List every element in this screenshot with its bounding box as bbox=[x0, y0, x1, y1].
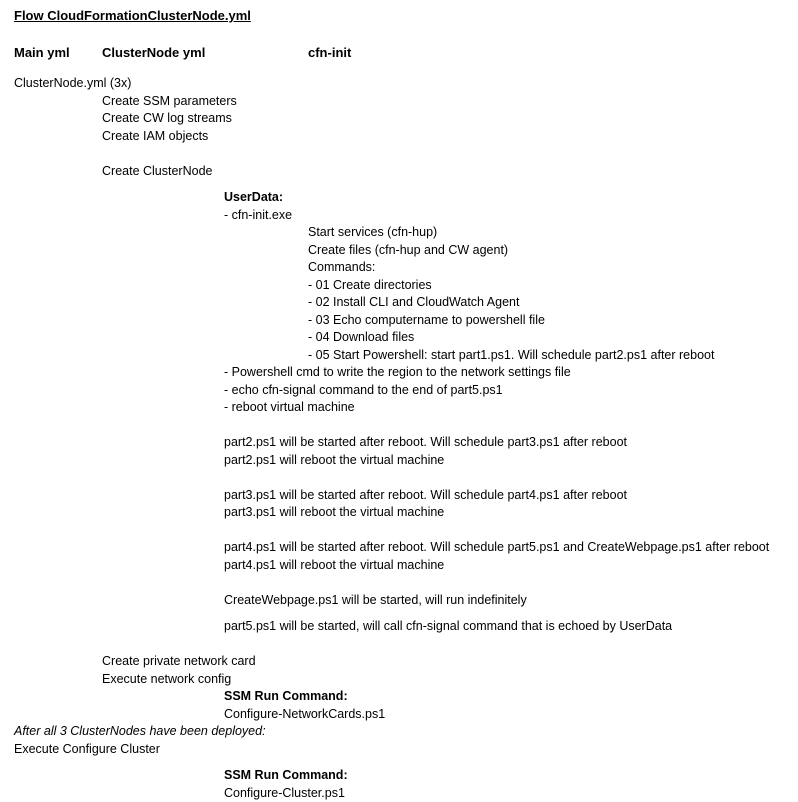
line-spacer bbox=[0, 758, 798, 767]
line-spacer bbox=[0, 522, 798, 540]
line-spacer bbox=[0, 417, 798, 435]
document-line: SSM Run Command: bbox=[224, 767, 798, 785]
document-line: Create private network card bbox=[102, 653, 798, 671]
line-spacer bbox=[0, 180, 798, 189]
document-line: Create ClusterNode bbox=[102, 163, 798, 181]
column-header-cfn-init: cfn-init bbox=[308, 45, 351, 60]
document-line: Configure-NetworkCards.ps1 bbox=[224, 706, 798, 724]
document-line: part2.ps1 will be started after reboot. Will schedule part3.ps1 after reboot bbox=[224, 434, 798, 452]
document-line: - 02 Install CLI and CloudWatch Agent bbox=[308, 294, 798, 312]
document-line: part4.ps1 will be started after reboot. Will schedule part5.ps1 and CreateWebpage.ps1 after reboot bbox=[224, 539, 798, 557]
document-line: Create files (cfn-hup and CW agent) bbox=[308, 242, 798, 260]
document-line: - 05 Start Powershell: start part1.ps1. Will schedule part2.ps1 after reboot bbox=[308, 347, 798, 365]
document-line: Create SSM parameters bbox=[102, 93, 798, 111]
document-line: - reboot virtual machine bbox=[224, 399, 798, 417]
column-headers bbox=[0, 45, 798, 65]
line-spacer bbox=[0, 469, 798, 487]
document-line: part5.ps1 will be started, will call cfn-signal command that is echoed by UserData bbox=[224, 618, 798, 636]
document-line: Execute Configure Cluster bbox=[14, 741, 798, 759]
column-header-main-yml: Main yml bbox=[14, 45, 70, 60]
page-title: Flow CloudFormationClusterNode.yml bbox=[14, 8, 798, 23]
document-line: Create IAM objects bbox=[102, 128, 798, 146]
document-body bbox=[0, 75, 798, 802]
document-line: part3.ps1 will be started after reboot. Will schedule part4.ps1 after reboot bbox=[224, 487, 798, 505]
line-spacer bbox=[0, 145, 798, 163]
document-line: ClusterNode.yml (3x) bbox=[14, 75, 798, 93]
document-line: Create CW log streams bbox=[102, 110, 798, 128]
document-line: part3.ps1 will reboot the virtual machine bbox=[224, 504, 798, 522]
document-line: UserData: bbox=[224, 189, 798, 207]
document-line: - 04 Download files bbox=[308, 329, 798, 347]
document-line: - cfn-init.exe bbox=[224, 207, 798, 225]
line-spacer bbox=[0, 609, 798, 618]
document-line: Execute network config bbox=[102, 671, 798, 689]
line-spacer bbox=[0, 636, 798, 654]
document-line: After all 3 ClusterNodes have been deployed: bbox=[14, 723, 798, 741]
document-line: - echo cfn-signal command to the end of part5.ps1 bbox=[224, 382, 798, 400]
document-line: Start services (cfn-hup) bbox=[308, 224, 798, 242]
document-line: SSM Run Command: bbox=[224, 688, 798, 706]
document-line: part2.ps1 will reboot the virtual machine bbox=[224, 452, 798, 470]
document-line: part4.ps1 will reboot the virtual machine bbox=[224, 557, 798, 575]
line-spacer bbox=[0, 574, 798, 592]
document-line: CreateWebpage.ps1 will be started, will run indefinitely bbox=[224, 592, 798, 610]
document-line: Commands: bbox=[308, 259, 798, 277]
document-line: - 01 Create directories bbox=[308, 277, 798, 295]
document-line: - Powershell cmd to write the region to the network settings file bbox=[224, 364, 798, 382]
column-header-clusternode-yml: ClusterNode yml bbox=[102, 45, 205, 60]
document-line: Configure-Cluster.ps1 bbox=[224, 785, 798, 802]
document-line: - 03 Echo computername to powershell file bbox=[308, 312, 798, 330]
